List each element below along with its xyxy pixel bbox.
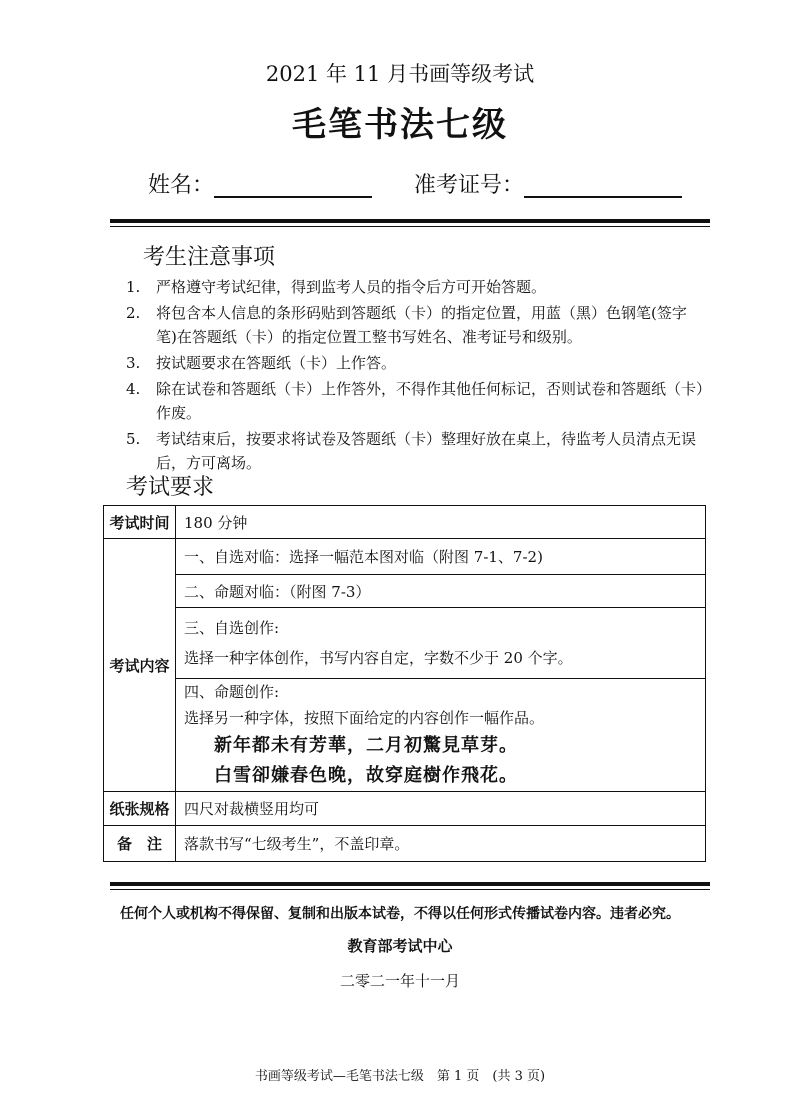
table-row	[104, 792, 706, 826]
notes-heading: 考生注意事项	[143, 245, 276, 270]
table-row	[104, 506, 706, 539]
remark-value: 落款书写“七级考生”，不盖印章。	[176, 826, 706, 862]
content-item-3: 三、自选创作: 选择一种字体创作，书写内容自定，字数不少于 20 个字。	[176, 608, 706, 679]
note-item: 5. 考试结束后，按要求将试卷及答题纸（卡）整理好放在桌上，待监考人员清点无误 后，方可离场。	[126, 430, 697, 472]
page-footer: 书画等级考试—毛笔书法七级 第 1 页 (共 3 页)	[254, 1069, 546, 1084]
table-row	[104, 826, 706, 862]
content-item-2: 二、命题对临：（附图 7-3）	[176, 575, 706, 608]
name-blank	[214, 196, 372, 198]
time-value: 180 分钟	[176, 506, 706, 539]
issue-date: 二零二一年十一月	[339, 972, 460, 990]
content-item-4: 四、命题创作: 选择另一种字体，按照下面给定的内容创作一幅作品。 新年都未有芳華，二月初驚見草芽。 白雪卻嫌春色晚，故穿庭樹作飛花。	[176, 679, 706, 792]
id-blank	[524, 196, 682, 198]
issuing-org: 教育部考试中心	[347, 937, 453, 955]
requirements-heading: 考试要求	[126, 475, 215, 500]
table-row	[104, 539, 706, 575]
content-label: 考试内容	[104, 539, 176, 792]
poem-line: 白雪卻嫌春色晚，故穿庭樹作飛花。	[214, 765, 518, 786]
exam-subtitle: 2021 年 11 月书画等级考试	[265, 62, 535, 86]
exam-title: 毛笔书法七级	[292, 105, 508, 145]
time-label: 考试时间	[104, 506, 176, 539]
remark-label: 备 注	[104, 826, 176, 862]
candidate-fields	[148, 168, 708, 202]
note-item: 1. 严格遵守考试纪律，得到监考人员的指令后方可开始答题。	[126, 278, 547, 296]
id-label: 准考证号：	[414, 173, 525, 198]
paper-value: 四尺对裁横竖用均可	[176, 792, 706, 826]
notes-list	[126, 275, 712, 477]
table-row	[104, 679, 706, 792]
poem-line: 新年都未有芳華，二月初驚見草芽。	[214, 735, 518, 756]
note-item: 3. 按试题要求在答题纸（卡）上作答。	[126, 354, 397, 372]
table-row	[104, 575, 706, 608]
copyright-notice: 任何个人或机构不得保留、复制和出版本试卷，不得以任何形式传播试卷内容。违者必究。	[120, 906, 680, 922]
name-label: 姓名：	[148, 173, 215, 198]
content-item-1: 一、自选对临：选择一幅范本图对临（附图 7-1、7-2)	[176, 539, 706, 575]
note-item: 4. 除在试卷和答题纸（卡）上作答外，不得作其他任何标记，否则试卷和答题纸（卡） 作废。	[126, 380, 712, 422]
note-item: 2. 将包含本人信息的条形码贴到答题纸（卡）的指定位置，用蓝（黑）色钢笔(签字 笔)在答题纸（卡）的指定位置工整书写姓名、准考证号和级别。	[126, 304, 687, 346]
table-row	[104, 608, 706, 679]
paper-label: 纸张规格	[104, 792, 176, 826]
requirements-table	[103, 505, 706, 862]
